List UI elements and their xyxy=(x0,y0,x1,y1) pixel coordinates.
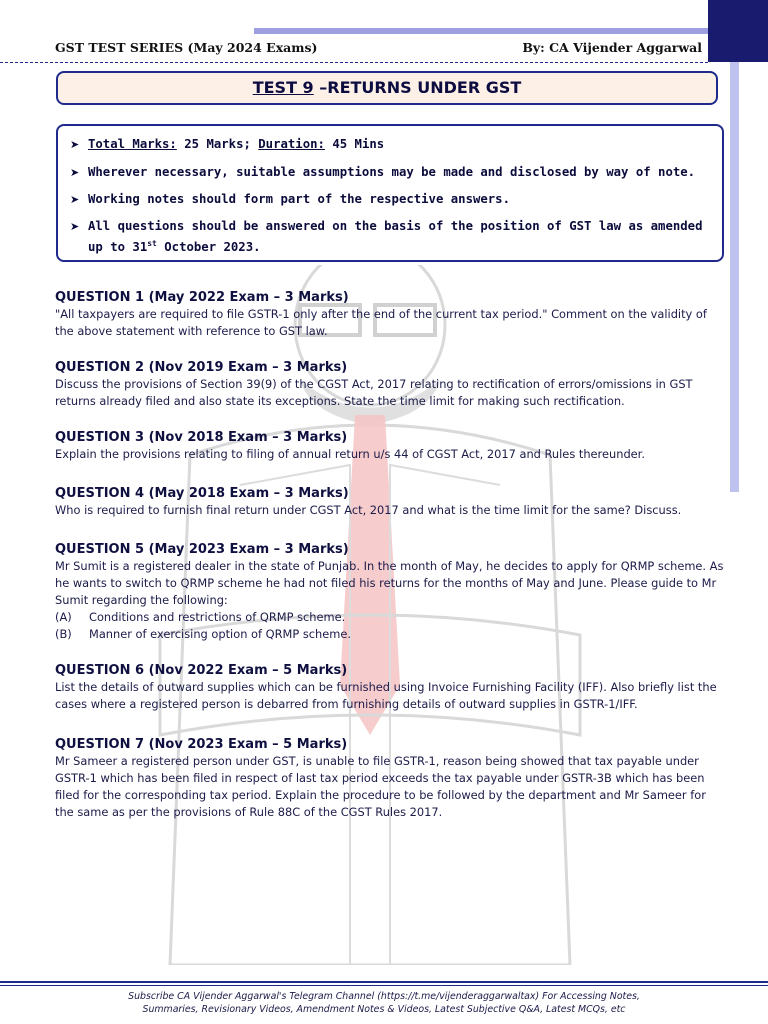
instruction-marks xyxy=(70,136,384,153)
question-body: Explain the provisions relating to filing of annual return u/s 44 of CGST Act, 2017 and Rules thereunder. xyxy=(55,447,645,461)
question-7 xyxy=(55,736,725,821)
footer-line-2: Summaries, Revisionary Videos, Amendment Notes & Videos, Latest Subjective Q&A, Latest MCQs, etc xyxy=(142,1004,626,1015)
arrow-bullet-icon: ➤ xyxy=(70,138,80,151)
question-5 xyxy=(55,541,725,643)
question-2 xyxy=(55,359,725,410)
test-number: TEST 9 xyxy=(252,78,314,97)
question-title: QUESTION 7 (Nov 2023 Exam – 5 Marks) xyxy=(55,737,348,752)
question-body: Mr Sumit is a registered dealer in the state of Punjab. In the month of May, he decides to apply for QRMP scheme. As he wants to switch to QRMP scheme he had not filed his returns for the months of May and June. Please guide to Mr Sumit regarding the following: xyxy=(55,559,724,607)
arrow-bullet-icon: ➤ xyxy=(70,166,80,179)
test-title-box xyxy=(56,71,718,105)
arrow-bullet-icon: ➤ xyxy=(70,193,80,206)
question-body: Discuss the provisions of Section 39(9) of the CGST Act, 2017 relating to rectification of errors/omissions in GST returns already filed and also state its exceptions. State the time limit for making such rectification. xyxy=(55,377,693,408)
question-body: List the details of outward supplies which can be furnished using Invoice Furnishing Facility (IFF). Also briefly list the cases where a registered person is debarred from furnishing details of outward supplies in GSTR-1/IFF. xyxy=(55,680,717,711)
question-title: QUESTION 4 (May 2018 Exam – 3 Marks) xyxy=(55,486,349,501)
marks-value: 25 Marks; xyxy=(176,137,259,151)
question-6 xyxy=(55,662,725,713)
header-accent-bar xyxy=(254,28,708,34)
question-4 xyxy=(55,485,725,519)
footer-note xyxy=(0,990,768,1016)
duration-label: Duration: xyxy=(258,137,325,151)
test-title: –RETURNS UNDER GST xyxy=(313,78,522,97)
question-body: Who is required to furnish final return under CGST Act, 2017 and what is the time limit for the same? Discuss. xyxy=(55,503,682,517)
duration-value: 45 Mins xyxy=(324,137,385,151)
footer-divider xyxy=(0,981,768,983)
instructions-box xyxy=(56,124,724,262)
question-title: QUESTION 5 (May 2023 Exam – 3 Marks) xyxy=(55,542,349,557)
author-name: By: CA Vijender Aggarwal xyxy=(522,40,702,55)
instruction-assumptions: ➤ Wherever necessary, suitable assumptions may be made and disclosed by way of note. xyxy=(70,165,696,179)
list-item: (A) Conditions and restrictions of QRMP scheme. xyxy=(55,610,346,624)
footer-line-1: Subscribe CA Vijender Aggarwal's Telegram Channel (https://t.me/vijenderaggarwaltax) For Accessing Notes, xyxy=(128,991,640,1002)
instruction-working-notes: ➤ Working notes should form part of the respective answers. xyxy=(70,192,510,206)
marks-label: Total Marks: xyxy=(88,137,177,151)
question-3 xyxy=(55,429,725,463)
arrow-bullet-icon: ➤ xyxy=(70,220,80,233)
header-corner-block xyxy=(708,0,768,62)
series-title: GST TEST SERIES (May 2024 Exams) xyxy=(55,40,318,55)
question-title: QUESTION 6 (Nov 2022 Exam – 5 Marks) xyxy=(55,663,348,678)
question-1 xyxy=(55,289,725,340)
side-accent-strip xyxy=(730,62,739,492)
footer-divider-thin xyxy=(0,985,768,986)
question-title: QUESTION 1 (May 2022 Exam – 3 Marks) xyxy=(55,290,349,305)
header-divider xyxy=(0,62,708,63)
question-body: Mr Sameer a registered person under GST, is unable to file GSTR-1, reason being showed that tax payable under GSTR-1 which has been filed in respect of last tax period exceeds the tax payable under GSTR-3B which has been filed for the corresponding tax period. Explain the procedure to be followed by the department and Mr Sameer for the same as per the provisions of Rule 88C of the CGST Rules 2017. xyxy=(55,754,706,819)
question-title: QUESTION 3 (Nov 2018 Exam – 3 Marks) xyxy=(55,430,348,445)
question-body: "All taxpayers are required to file GSTR-1 only after the end of the current tax period." Comment on the validity of the above statement with reference to GST law. xyxy=(55,307,707,338)
question-title: QUESTION 2 (Nov 2019 Exam – 3 Marks) xyxy=(55,360,348,375)
list-item: (B) Manner of exercising option of QRMP scheme. xyxy=(55,627,351,641)
instruction-law-position: ➤ All questions should be answered on the basis of the position of GST law as amended up to 31st October 2023. xyxy=(70,219,703,255)
